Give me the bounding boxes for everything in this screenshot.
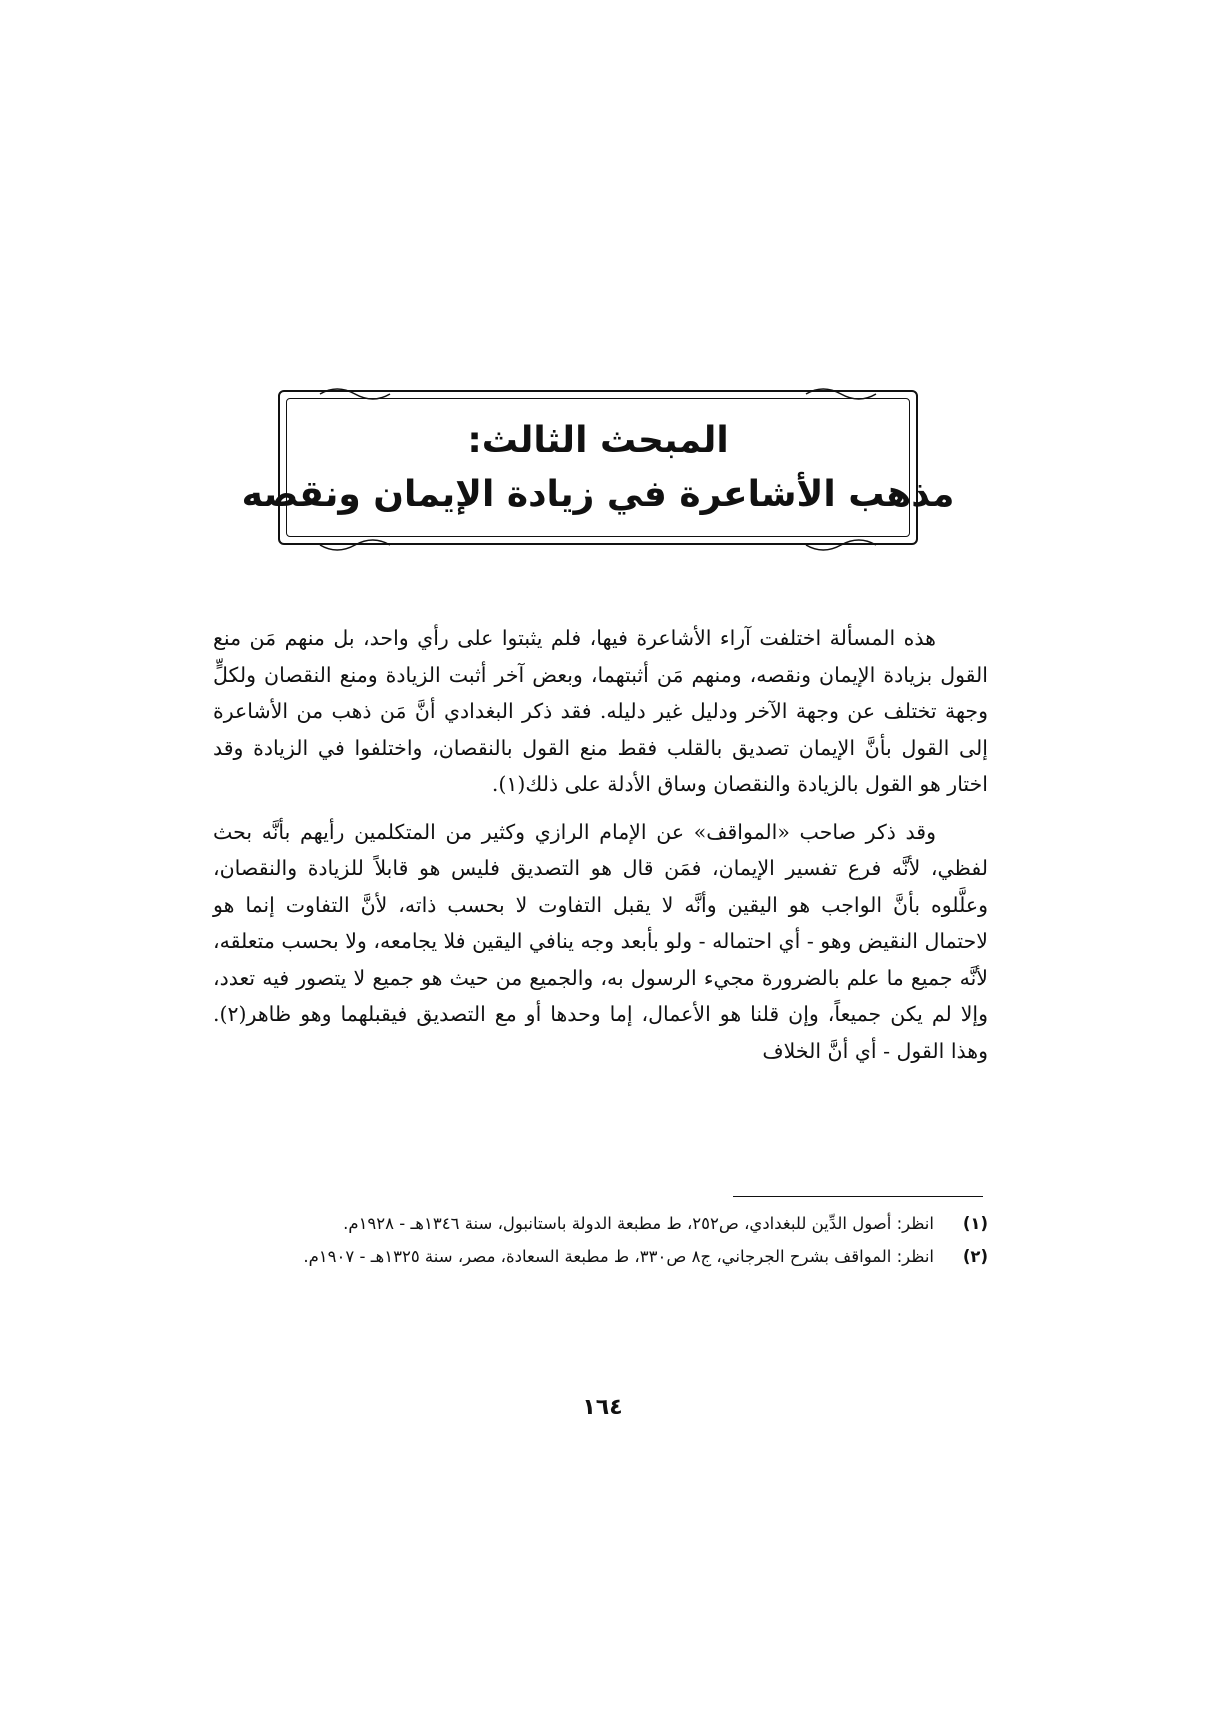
- body-text: [213, 620, 988, 1080]
- frame-ornament-icon: [320, 384, 390, 404]
- page-number: ١٦٤: [582, 1395, 623, 1420]
- frame-ornament-icon: [806, 384, 876, 404]
- footnote-number: (١): [962, 1214, 988, 1233]
- footnote-2: [213, 1241, 988, 1272]
- chapter-heading: [241, 406, 955, 529]
- footnote-1: [213, 1208, 988, 1239]
- footnotes: [213, 1208, 988, 1274]
- footnote-number: (٢): [962, 1247, 988, 1266]
- heading-line-2: مذهب الأشاعرة في زيادة الإيمان ونقصه: [241, 473, 955, 515]
- footnote-divider: [733, 1196, 983, 1197]
- title-frame: [241, 390, 955, 545]
- heading-line-1: المبحث الثالث:: [467, 419, 729, 461]
- footnote-text: انظر: المواقف بشرح الجرجاني، ج٨ ص٣٣٠، ط مطبعة السعادة، مصر، سنة ١٣٢٥هـ - ١٩٠٧م.: [303, 1247, 934, 1266]
- frame-ornament-icon: [806, 535, 876, 555]
- paragraph-1: هذه المسألة اختلفت آراء الأشاعرة فيها، فلم يثبتوا على رأي واحد، بل منهم مَن منع القول بزيادة الإيمان ونقصه، ومنهم مَن أثبتهما، وبعض آخر أثبت الزيادة ومنع النقصان ولكلٍّ وجهة تختلف عن وجهة الآخر ودليل غير دليله. فقد ذكر البغدادي أنَّ مَن ذهب من الأشاعرة إلى القول بأنَّ الإيمان تصديق بالقلب فقط منع القول بالنقصان، واختلفوا في الزيادة وقد اختار هو القول بالزيادة والنقصان وساق الأدلة على ذلك(١).: [213, 626, 988, 796]
- paragraph-2: وقد ذكر صاحب «المواقف» عن الإمام الرازي وكثير من المتكلمين رأيهم بأنَّه بحث لفظي، لأنَّه فرع تفسير الإيمان، فمَن قال هو التصديق فليس هو قابلاً للزيادة والنقصان، وعلَّلوه بأنَّ الواجب هو اليقين وأنَّه لا يقبل التفاوت لا بحسب ذاته، لأنَّ التفاوت إنما هو لاحتمال النقيض وهو - أي احتماله - ولو بأبعد وجه ينافي اليقين فلا يجامعه، ولا بحسب متعلقه، لأنَّه جميع ما علم بالضرورة مجيء الرسول به، والجميع من حيث هو جميع لا يتصور فيه تعدد، وإلا لم يكن جميعاً، وإن قلنا هو الأعمال، إما وحدها أو مع التصديق فيقبلهما وهو ظاهر(٢). وهذا القول - أي أنَّ الخلاف: [213, 819, 988, 1063]
- footnote-text: انظر: أصول الدِّين للبغدادي، ص٢٥٢، ط مطبعة الدولة باستانبول، سنة ١٣٤٦هـ - ١٩٢٨م.: [343, 1214, 934, 1233]
- frame-ornament-icon: [320, 535, 390, 555]
